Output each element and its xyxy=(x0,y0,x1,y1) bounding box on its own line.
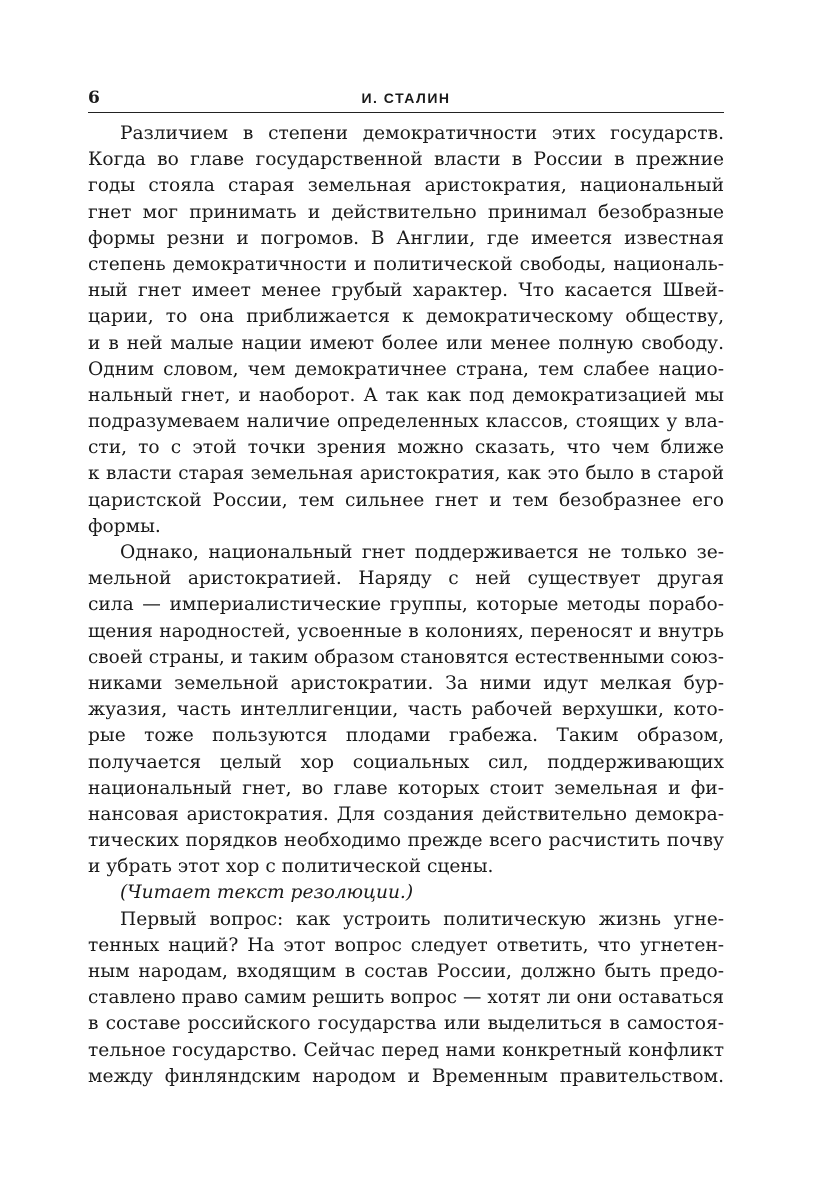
text-line: Первый вопрос: как устроить политическую жизнь угне- xyxy=(120,908,724,930)
text-line: жуазия, часть интеллигенции, часть рабочей верхушки, кото- xyxy=(88,699,724,721)
text-line: нальный гнет, и наоборот. А так как под демократизацией мы xyxy=(88,384,724,406)
text-line: и убрать этот хор с политической сцены. xyxy=(88,856,494,878)
text-line: сила — империалистические группы, которые методы порабо- xyxy=(88,594,724,616)
text-line: нансовая аристократия. Для создания действительно демокра- xyxy=(88,803,724,825)
text-line: к власти старая земельная аристократия, как это было в старой xyxy=(88,463,724,485)
text-line: ставлено право самим решить вопрос — хотят ли они оставаться xyxy=(88,987,724,1009)
text-line: национальный гнет, во главе которых стоит земельная и фи- xyxy=(88,777,724,799)
running-head: И. СТАЛИН xyxy=(361,90,451,106)
text-line: рые тоже пользуются плодами грабежа. Таким образом, xyxy=(88,725,724,747)
text-line: царии, то она приближается к демократическому обществу, xyxy=(88,306,724,328)
text-line: годы стояла старая земельная аристократия, национальный xyxy=(88,175,724,197)
body-text xyxy=(88,121,724,1090)
text-line: Различием в степени демократичности этих государств. xyxy=(120,123,724,144)
text-line: тических порядков необходимо прежде всего расчистить почву xyxy=(88,830,724,852)
text-line: степень демократичности и политической свободы, националь- xyxy=(88,253,724,275)
text-line: подразумеваем наличие определенных классов, стоящих у вла- xyxy=(88,411,724,433)
text-line: тельное государство. Сейчас перед нами конкретный конфликт xyxy=(88,1039,724,1061)
text-line: мельной аристократией. Наряду с ней существует другая xyxy=(88,568,724,590)
stage-direction-line: (Читает текст резолюции.) xyxy=(120,882,414,904)
book-page xyxy=(88,88,724,1090)
page-number: 6 xyxy=(88,88,100,108)
text-line: формы. xyxy=(88,515,161,537)
text-line: ный гнет имеет менее грубый характер. Что касается Швей- xyxy=(88,280,724,302)
text-line: в составе российского государства или выделиться в самостоя- xyxy=(88,1013,724,1035)
text-line: Однако, национальный гнет поддерживается не только зе- xyxy=(120,542,724,563)
text-line: и в ней малые нации имеют более или менее полную свободу. xyxy=(88,332,724,354)
text-line: Когда во главе государственной власти в России в прежние xyxy=(88,149,724,171)
text-line: никами земельной аристократии. За ними идут мелкая бур- xyxy=(88,672,724,694)
text-line: ным народам, входящим в состав России, должно быть предо- xyxy=(88,961,724,982)
text-line: Одним словом, чем демократичнее страна, тем слабее нацио- xyxy=(88,358,724,380)
text-line: сти, то с этой точки зрения можно сказать, что чем ближе xyxy=(88,437,724,459)
text-line: между финляндским народом и Временным правительством. xyxy=(88,1065,724,1087)
text-line: своей страны, и таким образом становятся естественными союз- xyxy=(88,646,724,668)
text-line: щения народностей, усвоенные в колониях, переносят и внутрь xyxy=(88,620,724,642)
text-line: царистской России, тем сильнее гнет и тем безобразнее его xyxy=(88,489,724,511)
text-line: формы резни и погромов. В Англии, где имеется известная xyxy=(88,227,724,249)
text-line: получается целый хор социальных сил, поддерживающих xyxy=(88,751,724,773)
text-line: тенных наций? На этот вопрос следует ответить, что угнетен- xyxy=(88,934,724,956)
page-header xyxy=(88,88,724,113)
text-line: гнет мог принимать и действительно принимал безобразные xyxy=(88,201,724,223)
